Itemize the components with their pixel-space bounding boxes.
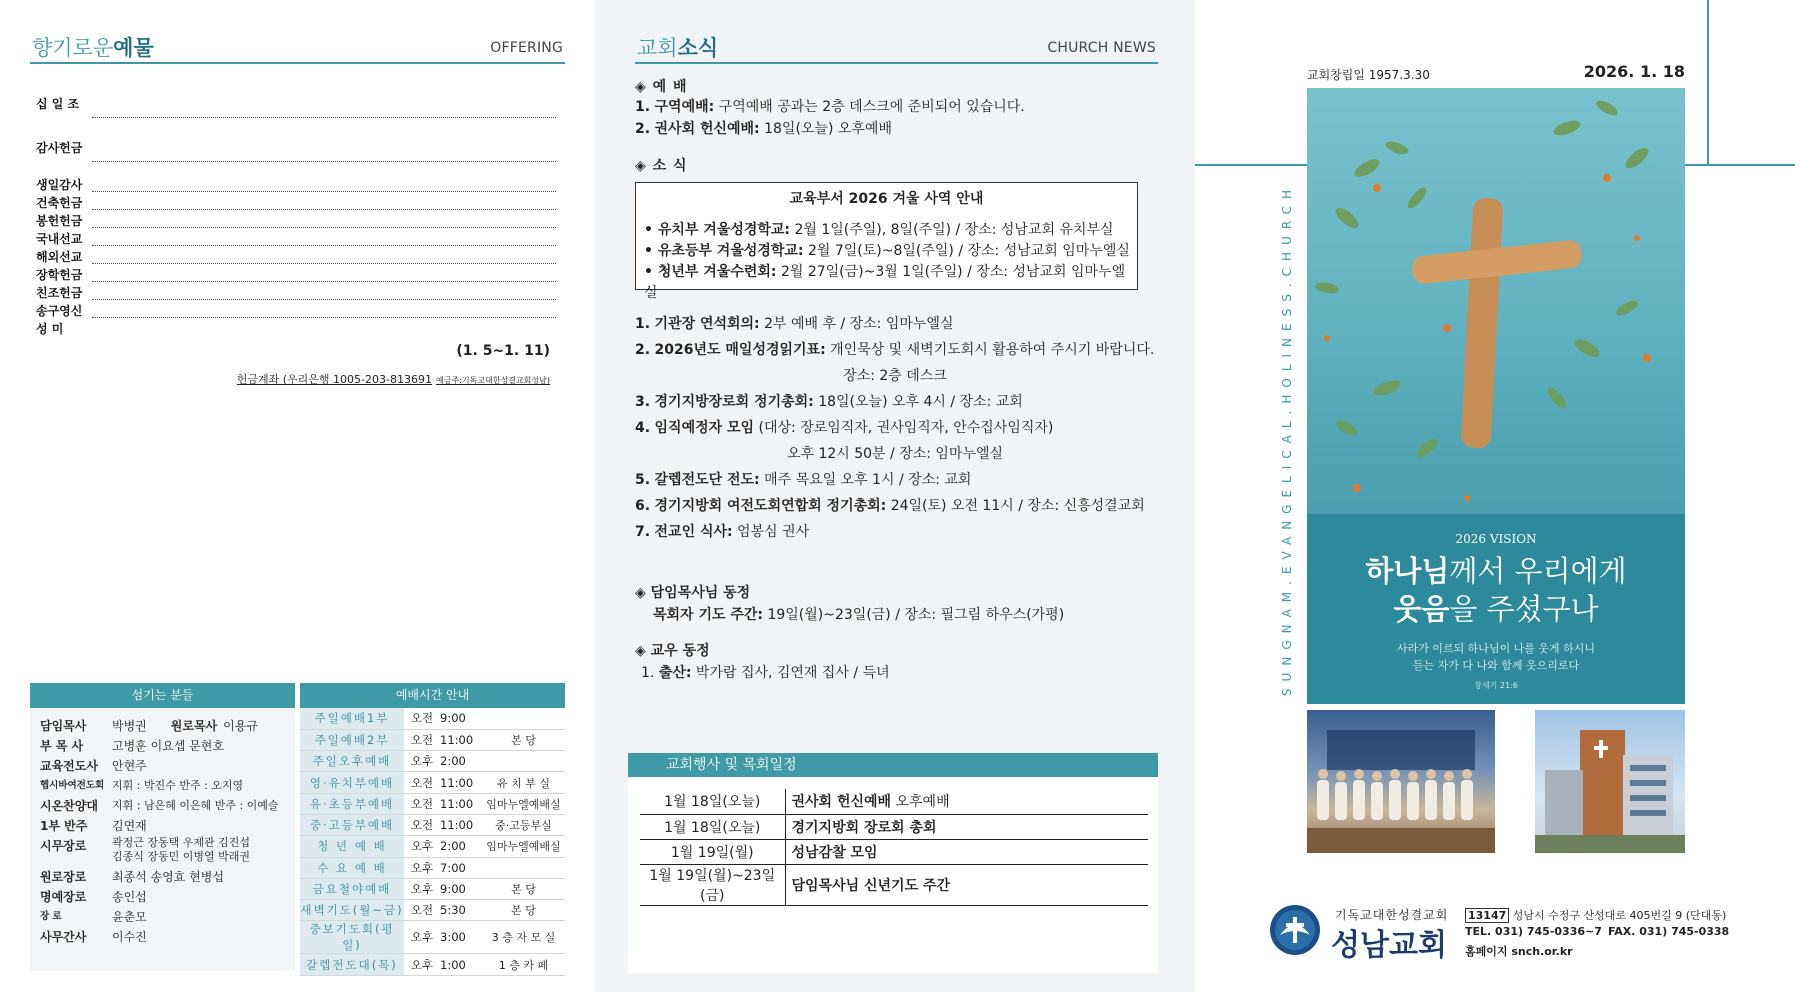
offering-category: 십 일 조 — [36, 97, 80, 111]
news-item: 7. 전교인 식사: 엄봉심 권사 — [635, 524, 810, 540]
service-name: 금요철야예배 — [300, 878, 404, 899]
service-ampm: 오전 — [404, 729, 440, 750]
servant-row — [40, 796, 285, 816]
church-address: 13147 성남시 수정구 산성대로 405번길 9 (단대동) — [1465, 907, 1726, 923]
education-notice-box — [635, 182, 1138, 301]
servant-role: 담임목사 — [40, 719, 87, 733]
news-item: 오후 12시 50분 / 장소: 임마누엘실 — [786, 446, 1004, 462]
offering-header — [30, 24, 565, 64]
service-time: 11:00 — [440, 772, 482, 793]
education-notice-title: 교육부서 2026 겨울 사역 안내 — [789, 191, 984, 207]
service-name: 새벽기도(월~금) — [300, 900, 404, 921]
service-time: 11:00 — [440, 729, 482, 750]
servant-row — [40, 816, 285, 836]
offering-blank-line — [92, 209, 556, 210]
member-news — [635, 640, 890, 684]
servant-names: 박병권 원로목사 이용규 — [112, 719, 258, 733]
news-item: 1. 기관장 연석회의: 2부 예배 후 / 장소: 임마누엘실 — [635, 316, 954, 332]
news-header — [635, 24, 1158, 64]
servant-row — [40, 867, 285, 887]
wooden-cross-image — [1307, 88, 1685, 514]
verse-reference: 창세기 21:6 — [1474, 681, 1518, 690]
event-desc: 경기지방회 장로회 총회 — [785, 814, 1148, 839]
offering-blank-line — [92, 227, 556, 228]
offering-blank-line — [92, 299, 556, 300]
service-place: 중·고등부실 — [482, 814, 565, 835]
service-name: 유·초등부예배 — [300, 793, 404, 814]
servant-role: 장 로 — [40, 911, 62, 922]
worship-item: 2. 권사회 헌신예배: 18일(오늘) 오후예배 — [635, 121, 892, 137]
service-ampm: 오후 — [404, 857, 440, 878]
servant-role: 시온찬양대 — [40, 799, 98, 813]
bulletin-date: 2026. 1. 18 — [1583, 62, 1685, 81]
service-place: 본 당 — [482, 729, 565, 750]
schedule-row — [300, 793, 565, 814]
offering-blank-line — [92, 161, 556, 162]
worship-item: 1. 구역예배: 구역예배 공과는 2층 데스크에 준비되어 있습니다. — [635, 99, 1025, 115]
service-ampm: 오전 — [404, 900, 440, 921]
cross-vertical — [1460, 197, 1503, 448]
schedule-row — [300, 836, 565, 857]
service-ampm: 오후 — [404, 751, 440, 772]
offering-category: 장학헌금 — [36, 268, 83, 282]
church-name: 성남교회 — [1331, 928, 1447, 963]
cross-photo — [1307, 88, 1685, 514]
service-time: 9:00 — [440, 878, 482, 899]
servant-row — [40, 907, 285, 927]
education-notice-item: • 청년부 겨울수련회: 2월 27일(금)~3월 1일(주일) / 장소: 성남교회 임마누엘실 — [644, 264, 1126, 301]
service-place — [482, 708, 565, 729]
service-time: 5:30 — [440, 900, 482, 921]
servant-row — [40, 776, 285, 796]
schedule-table — [300, 708, 565, 976]
servant-row — [40, 736, 285, 756]
service-place: 유 치 부 실 — [482, 772, 565, 793]
offering-panel — [0, 0, 595, 992]
event-desc: 성남감찰 모임 — [785, 839, 1148, 864]
education-notice-item: • 유치부 겨울성경학교: 2월 1일(주일), 8일(주일) / 장소: 성남교회 유치부실 — [644, 222, 1114, 238]
service-name: 수 요 예 배 — [300, 857, 404, 878]
servant-names: 안현주 — [112, 759, 147, 773]
servant-role: 원로장로 — [40, 870, 87, 884]
event-date: 1월 19일(월) — [640, 839, 785, 864]
vision-label: 2026 VISION — [1455, 532, 1537, 546]
news-item: 3. 경기지방장로회 정기총회: 18일(오늘) 오후 4시 / 장소: 교회 — [635, 394, 1023, 410]
member-detail: 1. 출산: 박가람 집사, 김연재 집사 / 득녀 — [641, 665, 890, 681]
offering-blank-line — [92, 245, 556, 246]
worship-list — [635, 96, 1025, 140]
schedule-row — [300, 729, 565, 750]
cover-panel — [1195, 0, 1795, 992]
offering-account: 헌금계좌 (우리은행 1005-203-813691 예금주:기독교대한성결교회성남) — [236, 373, 550, 386]
service-place: 본 당 — [482, 900, 565, 921]
offering-title: 향기로운예물 — [32, 36, 154, 60]
service-ampm: 오후 — [404, 836, 440, 857]
service-name: 주일예배2부 — [300, 729, 404, 750]
event-date: 1월 19일(월)~23일(금) — [640, 864, 785, 905]
servant-role: 사무간사 — [40, 930, 87, 944]
service-ampm: 오후 — [404, 921, 440, 954]
service-time: 11:00 — [440, 814, 482, 835]
service-ampm: 오전 — [404, 772, 440, 793]
schedule-row — [300, 751, 565, 772]
member-heading: ◈ 교우 동정 — [635, 643, 710, 659]
offering-category: 성 미 — [36, 322, 64, 336]
servant-role: 부 목 사 — [40, 739, 84, 753]
service-name: 영·유치부예배 — [300, 772, 404, 793]
servant-row — [40, 836, 285, 867]
service-ampm: 오전 — [404, 708, 440, 729]
servant-names: 지휘 : 박진수 반주 : 오지영 — [112, 779, 244, 792]
cover-divider-v — [1707, 0, 1709, 164]
schedule-row — [300, 857, 565, 878]
news-item: 4. 임직예정자 모임 (대상: 장로임직자, 권사임직자, 안수집사임직자) — [635, 420, 1054, 436]
service-name: 주일예배1부 — [300, 708, 404, 729]
events-table — [640, 789, 1148, 906]
servant-row — [40, 756, 285, 776]
servants-header: 섬기는 분들 — [30, 683, 295, 708]
offering-period: (1. 5~1. 11) — [456, 343, 550, 359]
schedule-row — [300, 814, 565, 835]
offering-category: 감사헌금 — [36, 141, 83, 155]
founded-date: 교회창립일 1957.3.30 — [1307, 68, 1430, 82]
news-title: 교회소식 — [637, 36, 719, 60]
event-row — [640, 864, 1148, 905]
choir-photo — [1307, 710, 1495, 853]
servant-names: 곽정근 장동택 우제관 김진섭 김종식 장동민 이병열 박래권 — [112, 836, 251, 863]
offering-category: 해외선교 — [36, 250, 83, 264]
events-header: 교회행사 및 목회일정 — [628, 753, 1158, 777]
service-time: 2:00 — [440, 836, 482, 857]
education-notice-item: • 유초등부 겨울성경학교: 2월 7일(토)~8일(주일) / 장소: 성남교회 임마누엘실 — [644, 243, 1130, 259]
schedule-row — [300, 900, 565, 921]
service-place: 임마누엘예배실 — [482, 836, 565, 857]
service-name: 주일오후예배 — [300, 751, 404, 772]
offering-blank-line — [92, 191, 556, 192]
service-name: 중보기도회(평일) — [300, 921, 404, 954]
schedule-row — [300, 878, 565, 899]
church-fax: FAX. 031) 745-0338 — [1608, 925, 1730, 938]
service-name: 청 년 예 배 — [300, 836, 404, 857]
event-date: 1월 18일(오늘) — [640, 814, 785, 839]
servant-role: 시무장로 — [40, 839, 87, 853]
denomination: 기독교대한성결교회 — [1335, 908, 1449, 922]
servant-role: 명예장로 — [40, 890, 87, 904]
event-desc: 담임목사님 신년기도 주간 — [785, 864, 1148, 905]
offering-title-en: OFFERING — [490, 40, 563, 56]
servant-row — [40, 887, 285, 907]
pastor-heading: ◈ 담임목사님 동정 — [635, 585, 751, 601]
servant-names: 김연재 — [112, 819, 147, 833]
servant-names: 이수진 — [112, 930, 147, 944]
service-ampm: 오후 — [404, 878, 440, 899]
offering-category: 송구영신 — [36, 304, 83, 318]
offering-category: 봉헌헌금 — [36, 214, 83, 228]
event-date: 1월 18일(오늘) — [640, 789, 785, 814]
news-panel — [595, 0, 1195, 992]
offering-blank-line — [92, 117, 556, 118]
vision-verse: 사라가 이르되 하나님이 나를 웃게 하시니 듣는 자가 다 나와 함께 웃으리로다 — [1396, 642, 1596, 672]
servant-names: 최종석 송영효 현병섭 — [112, 870, 224, 884]
servant-row — [40, 927, 285, 947]
worship-heading: ◈ 예 배 — [635, 79, 688, 95]
service-name: 중·고등부예배 — [300, 814, 404, 835]
service-time: 9:00 — [440, 708, 482, 729]
servants-box — [30, 708, 295, 971]
service-time: 1:00 — [440, 954, 482, 975]
news-items — [635, 311, 1155, 545]
church-tel: TEL. 031) 745-0336~7 — [1465, 925, 1602, 938]
service-name: 갈렙전도대(목) — [300, 954, 404, 975]
service-place — [482, 751, 565, 772]
event-desc: 권사회 헌신예배 오후예배 — [785, 789, 1148, 814]
news-title-en: CHURCH NEWS — [1047, 40, 1156, 56]
service-ampm: 오전 — [404, 814, 440, 835]
schedule-row — [300, 772, 565, 793]
news-item: 장소: 2층 데스크 — [843, 368, 947, 384]
news-item: 2. 2026년도 매일성경읽기표: 개인묵상 및 새벽기도회시 활용하여 주시기 바랍니다. — [635, 342, 1155, 358]
church-homepage[interactable]: 홈페이지 snch.or.kr — [1465, 945, 1573, 958]
event-row — [640, 789, 1148, 814]
church-name-vertical: SUNGNAM.EVANGELICAL.HOLINESS.CHURCH — [1280, 183, 1294, 697]
schedule-row — [300, 921, 565, 954]
offering-category: 생일감사 — [36, 178, 83, 192]
service-time: 3:00 — [440, 921, 482, 954]
vision-band — [1307, 514, 1685, 704]
church-logo-icon — [1270, 905, 1320, 955]
church-building-photo — [1535, 710, 1685, 853]
service-place — [482, 857, 565, 878]
vision-title: 하나님께서 우리에게 웃음을 주셨구나 — [1365, 554, 1627, 626]
offering-category: 건축헌금 — [36, 196, 83, 210]
cover-art — [1307, 88, 1685, 704]
offering-blank-line — [92, 281, 556, 282]
offering-blank-line — [92, 317, 556, 318]
service-ampm: 오후 — [404, 954, 440, 975]
service-ampm: 오전 — [404, 793, 440, 814]
news-item: 6. 경기지방회 여전도회연합회 정기총회: 24일(토) 오전 11시 / 장소: 신흥성결교회 — [635, 498, 1145, 514]
schedule-row — [300, 954, 565, 975]
servant-names: 지휘 : 남은혜 이은혜 반주 : 이예슬 — [112, 799, 279, 812]
servant-names: 고병훈 이요셉 문현호 — [112, 739, 224, 753]
servant-row — [40, 716, 285, 736]
notice-heading: ◈ 소 식 — [635, 158, 688, 174]
servant-role: 1부 반주 — [40, 819, 88, 833]
service-time: 2:00 — [440, 751, 482, 772]
pastor-news — [635, 582, 1064, 626]
service-time: 7:00 — [440, 857, 482, 878]
offering-category: 친조헌금 — [36, 286, 83, 300]
event-row — [640, 839, 1148, 864]
servant-names: 송인섭 — [112, 890, 147, 904]
offering-blank-line — [92, 263, 556, 264]
service-place: 3 층 자 모 실 — [482, 921, 565, 954]
service-time: 11:00 — [440, 793, 482, 814]
news-item: 5. 갈렙전도단 전도: 매주 목요일 오후 1시 / 장소: 교회 — [635, 472, 972, 488]
servant-names: 윤춘모 — [112, 910, 147, 924]
pastor-detail: 목회자 기도 주간: 19일(월)~23일(금) / 장소: 필그림 하우스(가평) — [653, 607, 1065, 623]
service-place: 본 당 — [482, 878, 565, 899]
schedule-row — [300, 708, 565, 729]
event-row — [640, 814, 1148, 839]
servant-role: 헵시바여전도회 — [40, 780, 105, 791]
offering-category: 국내선교 — [36, 232, 83, 246]
servant-role: 원로목사 — [170, 719, 218, 733]
service-place: 1 층 카 페 — [482, 954, 565, 975]
schedule-header: 예배시간 안내 — [300, 683, 565, 708]
servant-role: 교육전도사 — [40, 759, 98, 773]
service-place: 임마누엘예배실 — [482, 793, 565, 814]
